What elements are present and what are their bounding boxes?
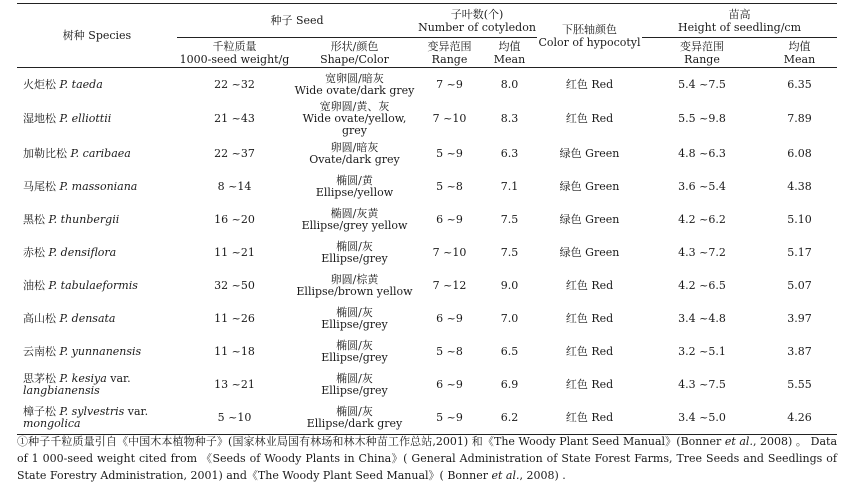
species-cell: 油松 P. tabulaeformis bbox=[23, 278, 138, 292]
table-row bbox=[17, 368, 837, 401]
header-cot-mean bbox=[482, 38, 537, 68]
header-weight bbox=[177, 38, 292, 68]
shape-cell: 宽卵圆/暗灰 Wide ovate/dark grey bbox=[294, 71, 415, 97]
hypocotyl-cell: 红色 Red bbox=[565, 311, 614, 325]
h-range-cell: 4.2 ~6.5 bbox=[678, 278, 726, 292]
header-cotyledon-en: Number of cotyledon bbox=[418, 20, 536, 34]
hypocotyl-cell: 红色 Red bbox=[565, 344, 614, 358]
hypocotyl-cell: 红色 Red bbox=[565, 77, 614, 91]
species-cell: 湿地松 P. elliottii bbox=[23, 112, 112, 125]
header-h-mean-cn: 均值 bbox=[788, 39, 811, 53]
hypocotyl-cell: 绿色 Green bbox=[559, 146, 620, 160]
cot-mean-cell: 6.9 bbox=[500, 377, 519, 391]
cot-range-cell: 5 ~9 bbox=[436, 146, 463, 160]
shape-cell: 卵圆/暗灰 Ovate/dark grey bbox=[309, 140, 400, 166]
cot-range-cell: 5 ~8 bbox=[436, 179, 463, 193]
h-mean-cell: 5.10 bbox=[787, 212, 812, 226]
table-row bbox=[17, 68, 837, 102]
header-shape bbox=[292, 38, 417, 68]
header-shape-en: Shape/Color bbox=[320, 52, 389, 66]
header-h-range-en: Range bbox=[684, 52, 720, 66]
weight-cell: 11 ~26 bbox=[214, 311, 255, 325]
species-cell: 思茅松 P. kesiya var. langbianensis bbox=[23, 371, 131, 397]
species-cell: 黑松 P. thunbergii bbox=[23, 212, 120, 226]
header-cot-range-cn: 变异范围 bbox=[427, 39, 472, 53]
h-range-cell: 3.4 ~5.0 bbox=[642, 401, 762, 435]
cot-mean-cell: 9.0 bbox=[500, 278, 519, 292]
hypocotyl-cell: 红色 Red bbox=[537, 401, 642, 435]
cot-mean-cell: 8.0 bbox=[500, 77, 519, 91]
shape-cell: 椭圆/灰 Ellipse/grey bbox=[321, 338, 388, 364]
hypocotyl-cell: 红色 Red bbox=[565, 278, 614, 292]
cot-mean-cell: 7.5 bbox=[500, 245, 519, 259]
hypocotyl-cell: 红色 Red bbox=[565, 112, 614, 125]
h-range-cell: 3.6 ~5.4 bbox=[678, 179, 726, 193]
header-cotyledon bbox=[417, 4, 537, 38]
header-seedling bbox=[642, 4, 837, 38]
shape-cell: 椭圆/灰 Ellipse/dark grey bbox=[292, 401, 417, 435]
h-range-cell: 4.8 ~6.3 bbox=[678, 146, 726, 160]
shape-cell: 椭圆/黄 Ellipse/yellow bbox=[315, 173, 394, 199]
table-row bbox=[17, 335, 837, 368]
cot-range-cell: 7 ~9 bbox=[436, 77, 463, 91]
h-range-cell: 3.2 ~5.1 bbox=[678, 344, 726, 358]
weight-cell: 11 ~18 bbox=[214, 344, 255, 358]
hypocotyl-cell: 绿色 Green bbox=[559, 245, 620, 259]
weight-cell: 11 ~21 bbox=[214, 245, 255, 259]
hypocotyl-cell: 红色 Red bbox=[565, 377, 614, 391]
weight-cell: 16 ~20 bbox=[214, 212, 255, 226]
cot-mean-cell: 6.3 bbox=[500, 146, 519, 160]
h-range-cell: 4.3 ~7.5 bbox=[678, 377, 726, 391]
species-cell: 马尾松 P. massoniana bbox=[23, 179, 138, 193]
h-mean-cell: 5.07 bbox=[787, 278, 812, 292]
species-cell: 火炬松 P. taeda bbox=[23, 77, 103, 91]
weight-cell: 5 ~10 bbox=[177, 401, 292, 435]
table-row bbox=[17, 203, 837, 236]
hypocotyl-cell: 绿色 Green bbox=[559, 179, 620, 193]
h-range-cell: 5.4 ~7.5 bbox=[678, 77, 726, 91]
shape-cell: 椭圆/灰黄 Ellipse/grey yellow bbox=[301, 206, 408, 232]
species-cell: 加勒比松 P. caribaea bbox=[23, 146, 131, 160]
weight-cell: 13 ~21 bbox=[214, 377, 255, 391]
species-cell: 高山松 P. densata bbox=[23, 311, 116, 325]
h-mean-cell: 6.08 bbox=[787, 146, 812, 160]
species-cell: 樟子松 P. sylvestris var. mongolica bbox=[17, 401, 177, 435]
cot-mean-cell: 7.5 bbox=[500, 212, 519, 226]
cot-mean-cell: 6.5 bbox=[500, 344, 519, 358]
table-row bbox=[17, 302, 837, 335]
header-h-mean-en: Mean bbox=[783, 52, 816, 66]
cot-range-cell: 7 ~10 bbox=[432, 112, 467, 125]
header-h-range-cn: 变异范围 bbox=[680, 39, 724, 53]
weight-cell: 22 ~32 bbox=[214, 77, 255, 91]
header-weight-cn: 千粒质量 bbox=[212, 39, 257, 53]
shape-cell: 宽卵圆/黄、灰 Wide ovate/yellow, grey bbox=[302, 100, 407, 137]
header-shape-cn: 形状/颜色 bbox=[330, 39, 379, 53]
cot-mean-cell: 7.1 bbox=[500, 179, 519, 193]
weight-cell: 21 ~43 bbox=[214, 112, 255, 125]
data-table bbox=[17, 3, 837, 435]
cot-range-cell: 5 ~9 bbox=[417, 401, 482, 435]
weight-cell: 8 ~14 bbox=[217, 179, 252, 193]
cot-mean-cell: 7.0 bbox=[500, 311, 519, 325]
footnote: ①种子千粒质量引自《中国木本植物种子》(国家林业局国有林场和林木种苗工作总站,2001) 和《The Woody Plant Seed Manual》(Bonner et al., 2008) 。 Data of 1 000-seed weight cited from 《Seeds of Woody Plants in China》( General Administration of State Forest Farms, Tree Seeds and Seedlings of State Forestry Administration, 2001) and《The Woody Plant Seed Manual》( Bonner et al., 2008) . bbox=[17, 435, 837, 482]
h-mean-cell: 3.97 bbox=[787, 311, 812, 325]
header-species: 树种 Species bbox=[17, 4, 177, 68]
cot-range-cell: 7 ~12 bbox=[432, 278, 467, 292]
header-seedling-cn: 苗高 bbox=[728, 7, 751, 21]
header-cot-range-en: Range bbox=[431, 52, 468, 66]
cot-range-cell: 6 ~9 bbox=[436, 212, 463, 226]
shape-cell: 椭圆/灰 Ellipse/grey bbox=[321, 305, 388, 331]
header-hypocotyl-en: Color of hypocotyl bbox=[538, 35, 641, 49]
h-mean-cell: 7.89 bbox=[787, 112, 812, 125]
table-body bbox=[17, 68, 837, 435]
shape-cell: 椭圆/灰 Ellipse/grey bbox=[321, 371, 388, 397]
h-range-cell: 3.4 ~4.8 bbox=[678, 311, 726, 325]
header-h-range bbox=[642, 38, 762, 68]
h-mean-cell: 5.55 bbox=[787, 377, 812, 391]
shape-cell: 卵圆/棕黄 Ellipse/brown yellow bbox=[296, 272, 413, 298]
cot-mean-cell: 8.3 bbox=[500, 112, 519, 125]
h-mean-cell: 6.35 bbox=[787, 77, 812, 91]
shape-cell: 椭圆/灰 Ellipse/grey bbox=[321, 239, 388, 265]
header-cot-mean-en: Mean bbox=[493, 52, 526, 66]
h-range-cell: 4.2 ~6.2 bbox=[678, 212, 726, 226]
table-row bbox=[17, 401, 837, 435]
table-row bbox=[17, 269, 837, 302]
table-row bbox=[17, 101, 837, 137]
header-hypocotyl bbox=[537, 4, 642, 68]
weight-cell: 32 ~50 bbox=[214, 278, 255, 292]
hypocotyl-cell: 绿色 Green bbox=[559, 212, 620, 226]
table-row bbox=[17, 170, 837, 203]
header-cot-mean-cn: 均值 bbox=[498, 39, 521, 53]
header-weight-en: 1000-seed weight/g bbox=[179, 52, 290, 66]
cot-range-cell: 5 ~8 bbox=[436, 344, 463, 358]
h-mean-cell: 5.17 bbox=[787, 245, 812, 259]
h-range-cell: 5.5 ~9.8 bbox=[678, 112, 726, 125]
cot-range-cell: 6 ~9 bbox=[436, 311, 463, 325]
table-row bbox=[17, 236, 837, 269]
header-hypocotyl-cn: 下胚轴颜色 bbox=[562, 22, 617, 36]
h-range-cell: 4.3 ~7.2 bbox=[678, 245, 726, 259]
header-seed: 种子 Seed bbox=[177, 4, 417, 38]
cot-range-cell: 6 ~9 bbox=[436, 377, 463, 391]
header-h-mean bbox=[762, 38, 837, 68]
header-cotyledon-cn: 子叶数(个) bbox=[450, 7, 504, 21]
weight-cell: 22 ~37 bbox=[214, 146, 255, 160]
cot-mean-cell: 6.2 bbox=[482, 401, 537, 435]
species-cell: 云南松 P. yunnanensis bbox=[23, 344, 142, 358]
h-mean-cell: 4.26 bbox=[762, 401, 837, 435]
table-row bbox=[17, 137, 837, 170]
header-cot-range bbox=[417, 38, 482, 68]
h-mean-cell: 4.38 bbox=[787, 179, 812, 193]
table-container bbox=[17, 3, 837, 435]
species-cell: 赤松 P. densiflora bbox=[23, 245, 117, 259]
cot-range-cell: 7 ~10 bbox=[432, 245, 467, 259]
h-mean-cell: 3.87 bbox=[787, 344, 812, 358]
header-seedling-en: Height of seedling/cm bbox=[677, 20, 802, 34]
